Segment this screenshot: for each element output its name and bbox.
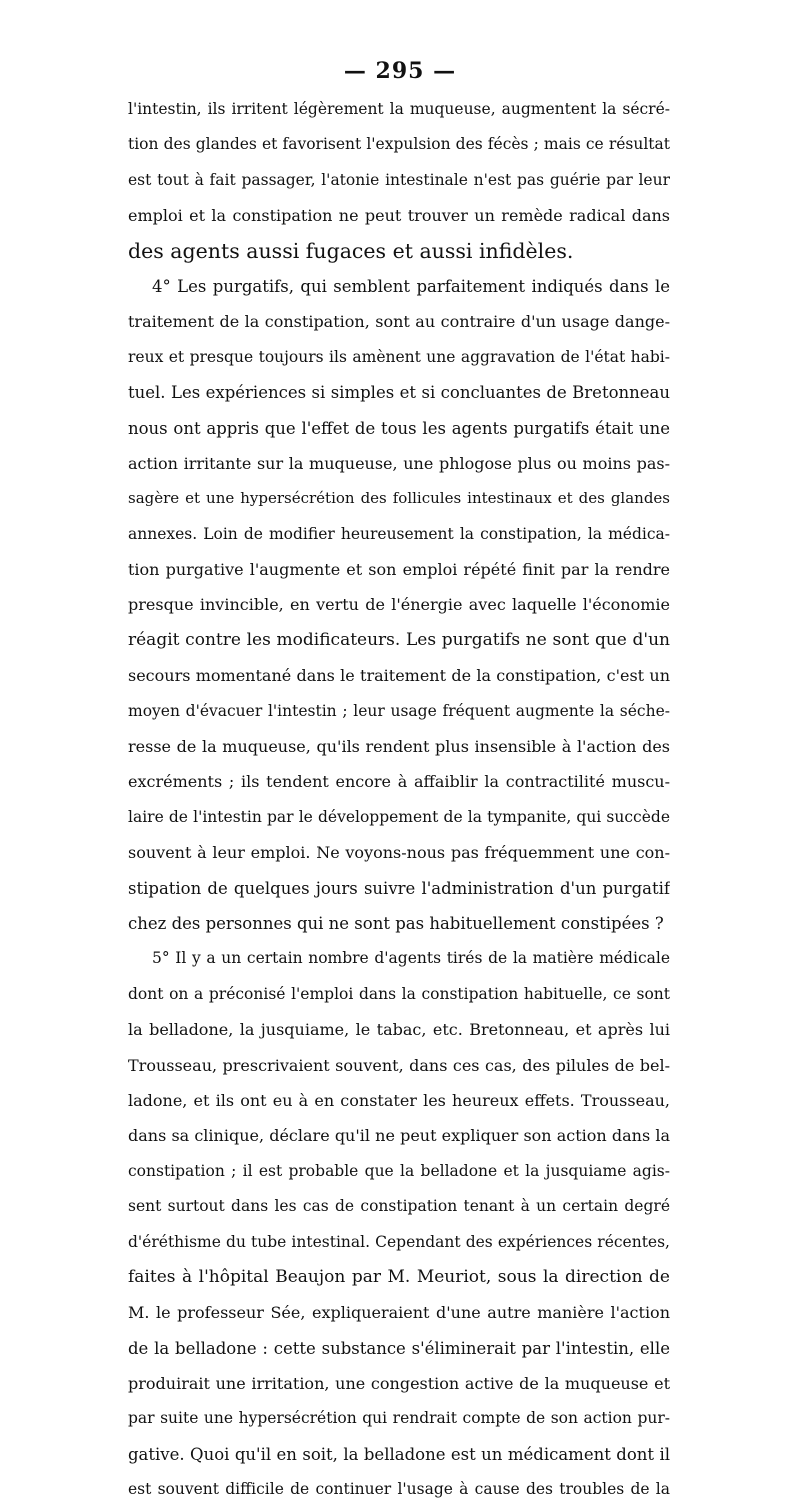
- text-line: par suite une hypersécrétion qui rendrait compte de son action pur-: [128, 1409, 670, 1428]
- text-line: emploi et la constipation ne peut trouver un remède radical dans: [128, 206, 670, 226]
- text-line: sent surtout dans les cas de constipation tenant à un certain degré: [128, 1197, 670, 1216]
- text-line: presque invincible, en vertu de l'énergie avec laquelle l'économie: [128, 595, 670, 615]
- text-line: dont on a préconisé l'emploi dans la constipation habituelle, ce sont: [128, 984, 670, 1003]
- text-line: d'éréthisme du tube intestinal. Cependant des expériences récentes,: [128, 1232, 670, 1251]
- text-line: la belladone, la jusquiame, le tabac, etc. Bretonneau, et après lui: [128, 1020, 670, 1040]
- text-line: moyen d'évacuer l'intestin ; leur usage fréquent augmente la séche-: [128, 701, 670, 720]
- text-line: 5° Il y a un certain nombre d'agents tirés de la matière médicale: [152, 949, 670, 968]
- text-line: est souvent difficile de continuer l'usage à cause des troubles de la: [128, 1480, 670, 1499]
- text-line: annexes. Loin de modifier heureusement la constipation, la médica-: [128, 524, 670, 543]
- text-line: l'intestin, ils irritent légèrement la muqueuse, augmentent la sécré-: [128, 100, 670, 118]
- text-line: gative. Quoi qu'il en soit, la belladone est un médicament dont il: [128, 1444, 670, 1464]
- text-line: est tout à fait passager, l'atonie intestinale n'est pas guérie par leur: [128, 170, 670, 189]
- text-line: stipation de quelques jours suivre l'administration d'un purgatif: [128, 878, 670, 898]
- text-line: traitement de la constipation, sont au contraire d'un usage dange-: [128, 312, 670, 332]
- text-line: excréments ; ils tendent encore à affaiblir la contractilité muscu-: [128, 772, 670, 792]
- text-line: tion des glandes et favorisent l'expulsion des fécès ; mais ce résultat: [128, 135, 670, 154]
- text-line: reux et presque toujours ils amènent une aggravation de l'état habi-: [128, 347, 670, 366]
- text-line: des agents aussi fugaces et aussi infidèles.: [128, 238, 574, 263]
- text-line: tion purgative l'augmente et son emploi répété finit par la rendre: [128, 560, 670, 580]
- text-line: chez des personnes qui ne sont pas habituellement constipées ?: [128, 913, 664, 933]
- text-line: constipation ; il est probable que la belladone et la jusquiame agis-: [128, 1161, 670, 1180]
- text-line: secours momentané dans le traitement de la constipation, c'est un: [128, 666, 670, 686]
- text-line: 4° Les purgatifs, qui semblent parfaitement indiqués dans le: [152, 276, 670, 296]
- text-line: souvent à leur emploi. Ne voyons-nous pas fréquemment une con-: [128, 843, 670, 863]
- body-text: [128, 92, 670, 1508]
- text-line: sagère et une hypersécrétion des follicules intestinaux et des glandes: [128, 489, 670, 508]
- text-line: tuel. Les expériences si simples et si concluantes de Bretonneau: [128, 383, 670, 403]
- text-line: faites à l'hôpital Beaujon par M. Meuriot, sous la direction de: [128, 1266, 670, 1287]
- text-line: M. le professeur Sée, expliqueraient d'une autre manière l'action: [128, 1303, 670, 1323]
- text-line: dans sa clinique, déclare qu'il ne peut expliquer son action dans la: [128, 1126, 670, 1146]
- text-line: laire de l'intestin par le développement de la tympanite, qui succède: [128, 807, 670, 826]
- page-number: — 295 —: [343, 58, 457, 84]
- text-line: resse de la muqueuse, qu'ils rendent plus insensible à l'action des: [128, 737, 670, 757]
- text-line: produirait une irritation, une congestion active de la muqueuse et: [128, 1374, 670, 1394]
- text-line: de la belladone : cette substance s'éliminerait par l'intestin, elle: [128, 1338, 670, 1358]
- text-line: réagit contre les modificateurs. Les purgatifs ne sont que d'un: [128, 629, 670, 650]
- text-line: action irritante sur la muqueuse, une phlogose plus ou moins pas-: [128, 453, 670, 473]
- text-line: ladone, et ils ont eu à en constater les heureux effets. Trousseau,: [128, 1090, 670, 1110]
- text-line: Trousseau, prescrivaient souvent, dans ces cas, des pilules de bel-: [128, 1055, 670, 1075]
- text-line: nous ont appris que l'effet de tous les agents purgatifs était une: [128, 418, 670, 438]
